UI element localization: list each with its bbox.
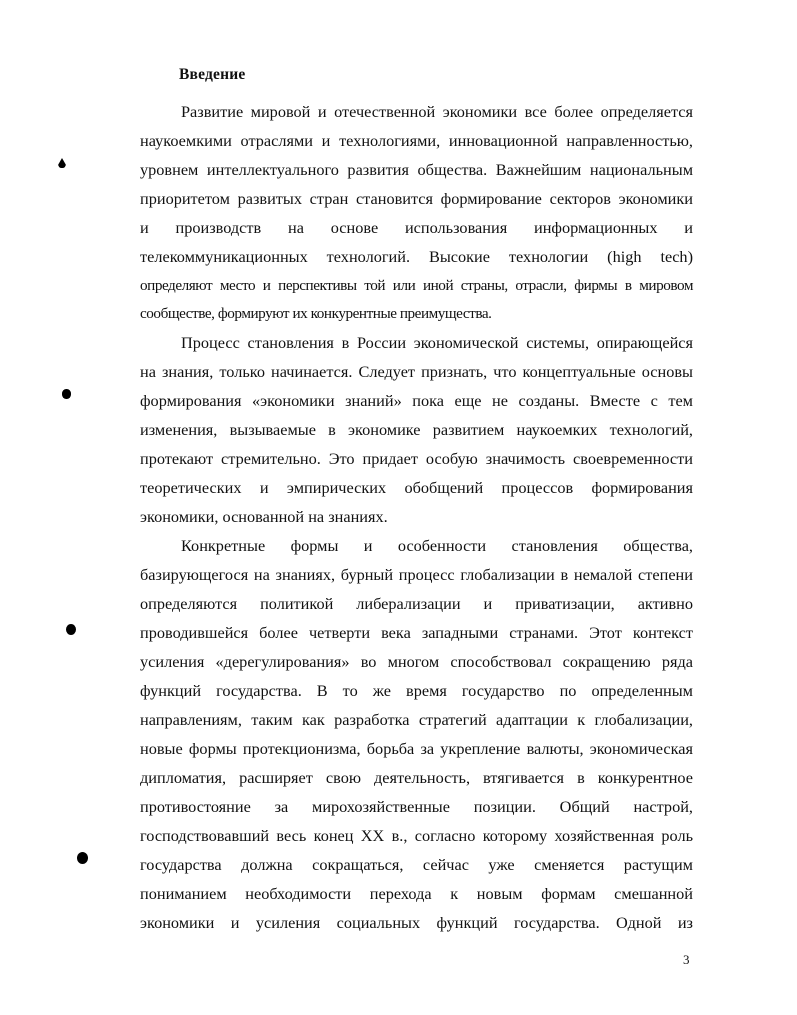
text-line: направлениям, таким как разработка стратегий адаптации к глобализации, — [140, 710, 693, 729]
text-line: государства должна сокращаться, сейчас уже сменяется растущим — [140, 855, 693, 874]
text-line: экономики и усиления социальных функций государства. Одной из — [140, 913, 693, 932]
text-line: на знания, только начинается. Следует признать, что концептуальные основы — [140, 362, 693, 381]
text-line: протекают стремительно. Это придает особую значимость своевременности — [140, 449, 693, 468]
text-line: приоритетом развитых стран становится формирование секторов экономики — [140, 189, 693, 208]
text-line: Развитие мировой и отечественной экономики все более определяется — [181, 102, 693, 121]
text-line: формирования «экономики знаний» пока еще не созданы. Вместе с тем — [140, 391, 693, 410]
text-line: проводившейся более четверти века западными странами. Этот контекст — [140, 623, 693, 642]
text-line: господствовавший весь конец XX в., согласно которому хозяйственная роль — [140, 826, 693, 845]
text-line: новые формы протекционизма, борьба за укрепление валюты, экономическая — [140, 739, 693, 758]
text-line: Конкретные формы и особенности становления общества, — [181, 536, 693, 555]
text-line: изменения, вызываемые в экономике развитием наукоемких технологий, — [140, 420, 693, 439]
text-line: наукоемкими отраслями и технологиями, инновационной направленностью, — [140, 131, 693, 150]
page-number: 3 — [683, 952, 690, 967]
binding-hole-mark — [77, 852, 88, 864]
binding-hole-mark — [58, 158, 66, 168]
text-line: пониманием необходимости перехода к новым формам смешанной — [140, 884, 693, 903]
binding-hole-mark — [62, 389, 71, 399]
text-line: теоретических и эмпирических обобщений процессов формирования — [140, 478, 693, 497]
text-line: усиления «дерегулирования» во многом способствовал сокращению ряда — [140, 652, 693, 671]
text-line: сообществе, формируют их конкурентные преимущества. — [140, 305, 492, 322]
text-line: уровнем интеллектуального развития общества. Важнейшим национальным — [140, 160, 693, 179]
text-line: определяют место и перспективы той или иной страны, отрасли, фирмы в мировом — [140, 277, 693, 294]
text-line: определяются политикой либерализации и приватизации, активно — [140, 594, 693, 613]
text-line: дипломатия, расширяет свою деятельность, втягивается в конкурентное — [140, 768, 693, 787]
text-line: телекоммуникационных технологий. Высокие технологии (high tech) — [140, 247, 693, 266]
text-line: противостояние за мирохозяйственные позиции. Общий настрой, — [140, 797, 693, 816]
text-line: Процесс становления в России экономической системы, опирающейся — [181, 333, 693, 352]
text-line: функций государства. В то же время государство по определенным — [140, 681, 693, 700]
text-line: экономики, основанной на знаниях. — [140, 507, 388, 526]
binding-hole-mark — [66, 624, 76, 635]
text-line: базирующегося на знаниях, бурный процесс глобализации в немалой степени — [140, 565, 693, 584]
text-line: и производств на основе использования информационных и — [140, 218, 693, 237]
section-heading: Введение — [179, 66, 246, 83]
